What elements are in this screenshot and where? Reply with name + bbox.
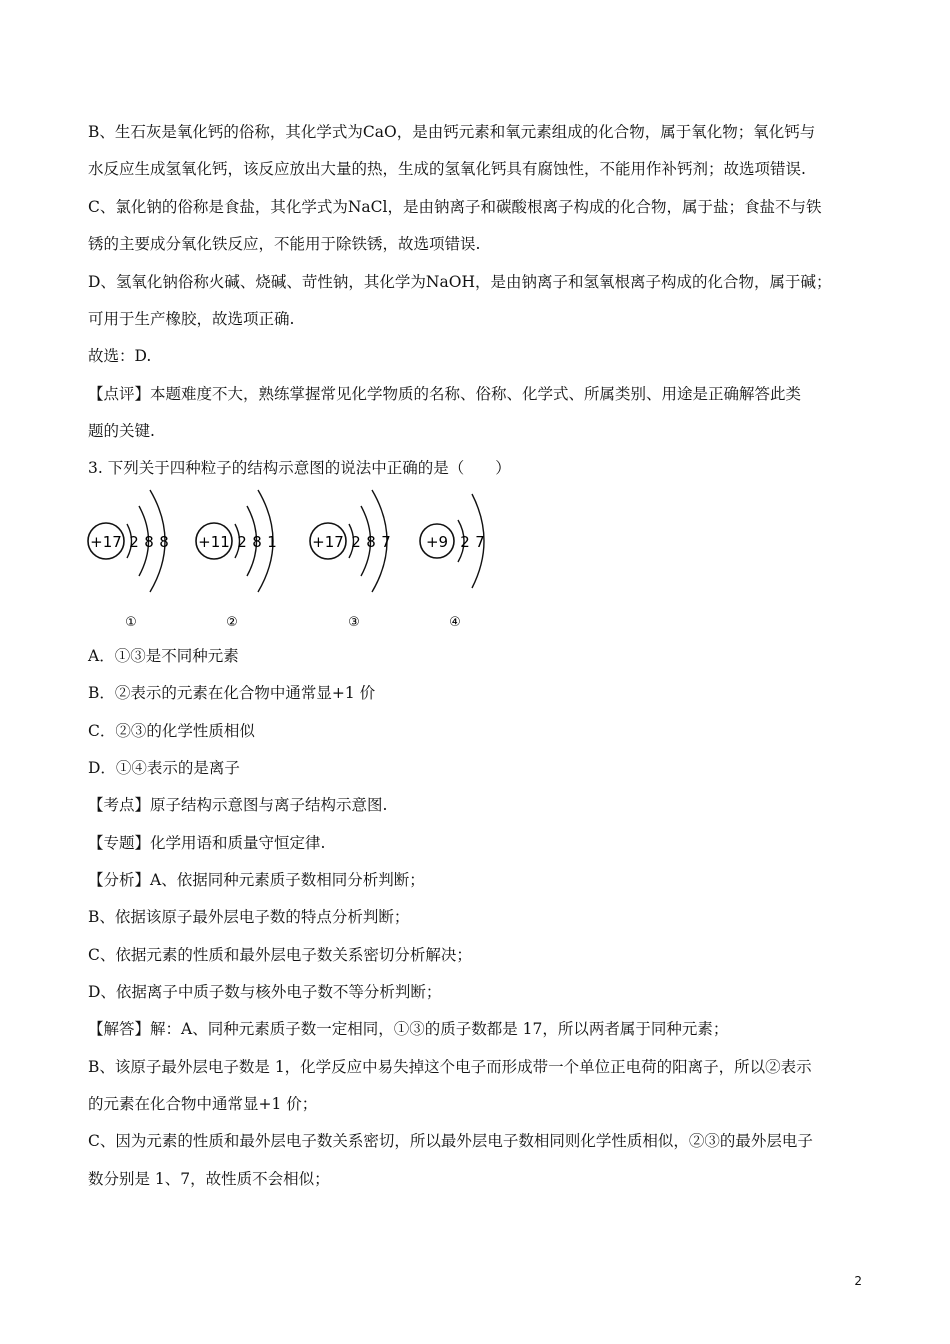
shell-electrons: 2 [351,533,361,551]
shell-electrons: 8 [252,533,262,551]
text-line: B、依据该原子最外层电子数的特点分析判断； [88,908,410,926]
nucleus-charge: +9 [425,533,449,551]
text-line: 可用于生产橡胶，故选项正确. [88,310,295,328]
text-line: D、氢氧化钠俗称火碱、烧碱、苛性钠，其化学为NaOH，是由钠离子和氢氧根离子构成的化合物，属于碱； [88,273,832,291]
atom-diagram-3 [310,490,391,630]
text-line: 水反应生成氢氧化钙，该反应放出大量的热，生成的氢氧化钙具有腐蚀性，不能用作补钙剂；故选项错误. [88,160,806,178]
shell-electrons: 8 [366,533,376,551]
text-line: C、氯化钠的俗称是食盐，其化学式为NaCl，是由钠离子和碳酸根离子构成的化合物，属于盐；食盐不与铁 [88,198,822,216]
page-number: 2 [854,1274,862,1288]
text-line: 题的关键. [88,422,155,440]
text-line: 【解答】解：A、同种元素质子数一定相同，①③的质子数都是 17，所以两者属于同种元素； [88,1020,729,1038]
text-line: 锈的主要成分氧化铁反应，不能用于除铁锈，故选项错误. [88,235,481,253]
atom-structure-diagram [82,484,485,630]
option-c: C．②③的化学性质相似 [88,722,255,740]
text-line: C、因为元素的性质和最外层电子数关系密切，所以最外层电子数相同则化学性质相似，②③的最外层电子 [88,1132,813,1150]
text-line: D、依据离子中质子数与核外电子数不等分析判断； [88,983,442,1001]
text-line: 【点评】本题难度不大，熟练掌握常见化学物质的名称、俗称、化学式、所属类别、用途是正确解答此类 [88,385,802,403]
diagram-label: ② [226,615,238,630]
shell-electrons: 8 [159,533,169,551]
text-line: C、依据元素的性质和最外层电子数关系密切分析解决； [88,946,472,964]
text-line: B、生石灰是氧化钙的俗称，其化学式为CaO，是由钙元素和氧元素组成的化合物，属于氧化物；氧化钙与 [88,123,816,141]
option-a: A．①③是不同种元素 [88,647,239,665]
diagram-label: ③ [348,615,360,630]
shell-electrons: 2 [237,533,247,551]
text-line: 的元素在化合物中通常显+1 价； [88,1095,318,1113]
text-line: 数分别是 1、7，故性质不会相似； [88,1170,330,1188]
shell-electrons: 2 [460,533,470,551]
atom-diagram-1 [88,490,169,630]
shell-electrons: 2 [129,533,139,551]
atom-diagram-2 [196,490,277,630]
text-line: 【考点】原子结构示意图与离子结构示意图. [88,796,388,814]
atom-diagram-4 [420,494,485,630]
shell-electrons: 1 [267,533,277,551]
shell-electrons: 8 [144,533,154,551]
shell-electrons: 7 [475,533,485,551]
nucleus-charge: +17 [312,533,344,551]
question-stem: 3. 下列关于四种粒子的结构示意图的说法中正确的是（ ） [88,459,511,477]
option-b: B．②表示的元素在化合物中通常显+1 价 [88,684,376,702]
text-line: 【专题】化学用语和质量守恒定律. [88,834,326,852]
shell-electrons: 7 [381,533,391,551]
text-line: B、该原子最外层电子数是 1，化学反应中易失掉这个电子而形成带一个单位正电荷的阳离子，所以②表示 [88,1058,812,1076]
text-line: 故选：D. [88,347,152,365]
nucleus-charge: +11 [198,533,230,551]
diagram-label: ④ [449,615,461,630]
nucleus-charge: +17 [90,533,122,551]
option-d: D．①④表示的是离子 [88,759,240,777]
text-line: 【分析】A、依据同种元素质子数相同分析判断； [88,871,425,889]
diagram-label: ① [125,615,137,630]
